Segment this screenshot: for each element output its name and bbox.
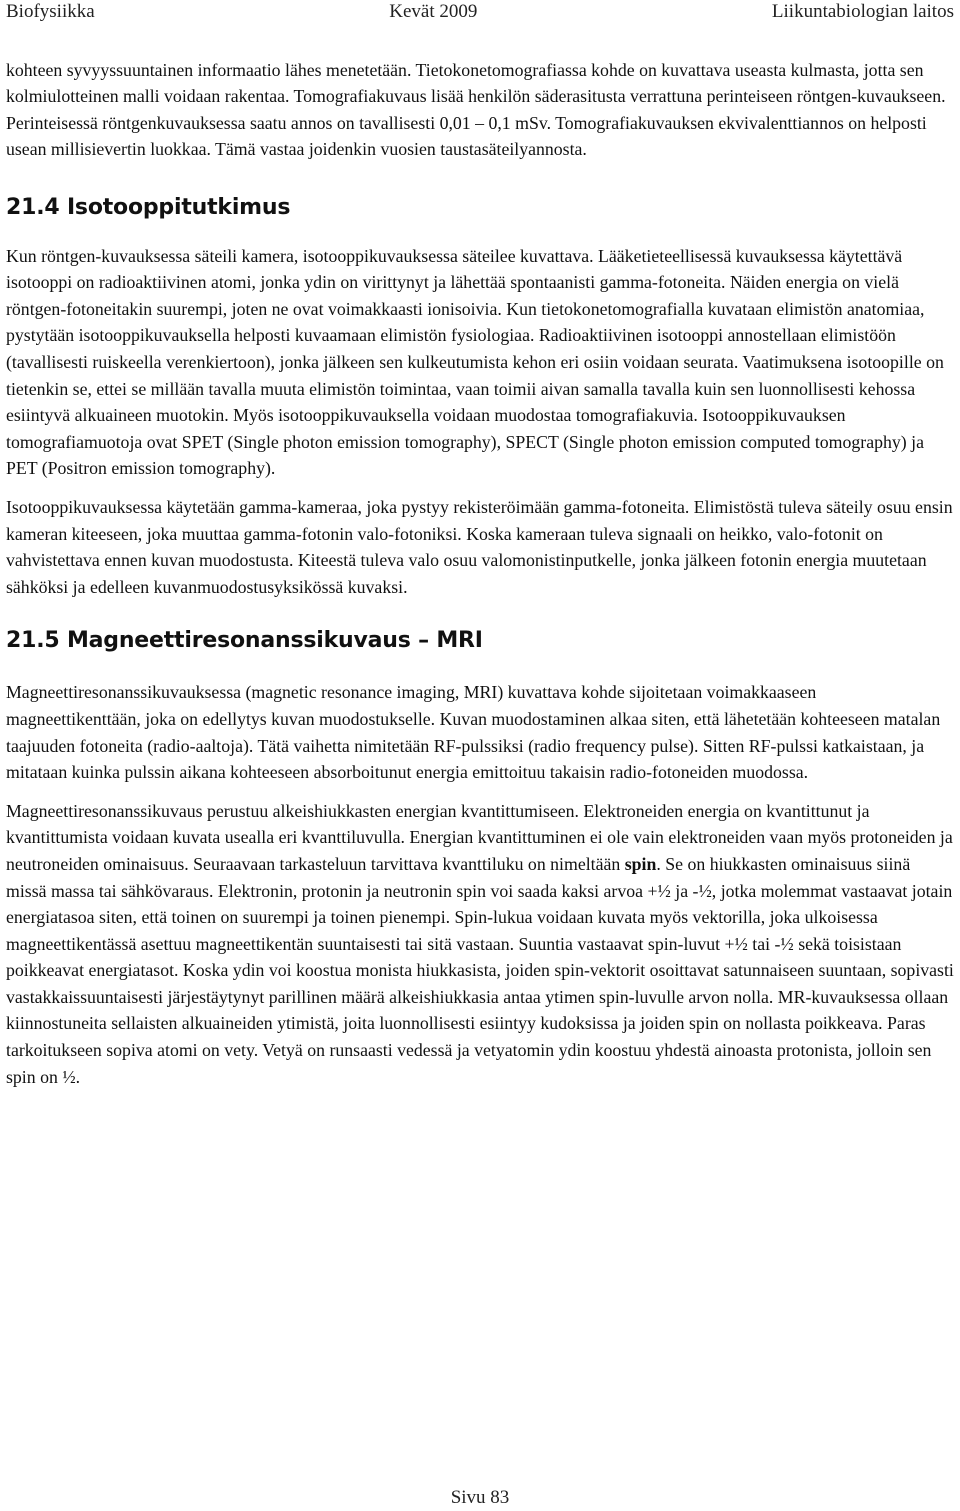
isotope-section <box>6 193 954 601</box>
intro-paragraph: kohteen syvyyssuuntainen informaatio lähes menetetään. Tietokonetomografiassa kohde on kuvattava useasta kulmasta, jotta sen kolmiulotteinen malli voidaan rakentaa. Tomografiakuvaus lisää henkilön säderasitusta verrattuna perinteiseen röntgen-kuvaukseen. Perinteisessä röntgenkuvauksessa saatu annos on tavallisesti 0,01 – 0,1 mSv. Tomografiakuvauksen ekvivalenttiannos on helposti usean millisievertin luokkaa. Tämä vastaa joidenkin vuosien taustasäteilyannosta. <box>6 60 946 160</box>
page-header <box>6 0 954 24</box>
mri-paragraph-2 <box>6 798 954 1091</box>
spin-term: spin <box>624 853 657 874</box>
mri-paragraph-2-end: . Se on hiukkasten ominaisuus siinä missä massa tai sähkövaraus. Elektronin, protonin ja neutronin spin voi saada kaksi arvoa +½ ja -½, jotka molemmat vastaavat jotain energiatasoa siten, että toinen on suurempi ja toinen pienempi. Spin-lukua voidaan kuvata myös vektorilla, joka ulkoisessa magneettikentässä asettuu magneettikentän suuntaisesti tai sitä vastaan. Suuntia vastaavat spin-luvut +½ tai -½ sekä toisistaan poikkeavat energiatasot. Koska ydin voi koostua monista hiukkasista, joiden spin-vektorit osoittavat satunnaiseen suuntaan, sopivasti vastakkaissuuntaisesti järjestäytynyt parillinen määrä alkeishiukkasia antaa ytimen spin-luvulle arvon nolla. MR-kuvauksessa ollaan kiinnostuneita sellaisten alkuaineiden ytimistä, joita luonnollisesti esiintyy kudoksissa ja joiden spin on nollasta poikkeava. Paras tarkoitukseen sopiva atomi on vety. Vetyä on runsaasti vedessä ja vetyatomin ydin koostuu yhdestä ainoasta protonista, jolloin sen spin on ½. <box>6 853 954 1087</box>
page-content <box>6 57 954 1090</box>
header-semester: Kevät 2009 <box>389 1 478 22</box>
page-number: Sivu 83 <box>450 1487 510 1508</box>
header-course-name: Biofysiikka <box>6 1 95 22</box>
section-heading-isotope: 21.4 Isotooppitutkimus <box>6 194 291 220</box>
mri-section <box>6 626 954 1090</box>
isotope-paragraph-1: Kun röntgen-kuvauksessa säteili kamera, isotooppikuvauksessa säteilee kuvattava. Lääketieteellisessä kuvauksessa käytettävä isotooppi on radioaktiivinen atomi, jonka ydin on virittynyt ja lähettää spontaanisti gamma-fotoneita. Näiden energia on vielä röntgen-fotoneitakin suurempi, joten ne ovat voimakkaasti ionisoivia. Kun tietokonetomografialla kuvataan elimistön anatomiaa, pystytään isotooppikuvauksella helposti kuvaamaan elimistön fysiologiaa. Radioaktiivinen isotooppi annostellaan elimistöön (tavallisesti ruiskeella verenkiertoon), jonka jälkeen sen kulkeutumista kehon eri osiin voidaan seurata. Vaatimuksena isotoopille on tietenkin se, ettei se millään tavalla muuta elimistön toimintaa, vaan toimii aivan samalla tavalla kuin sen luonnollisesti kehossa esiintyvä alkuaineen muotokin. Myös isotooppikuvauksella voidaan muodostaa tomografiakuvia. Isotooppikuvauksen tomografiamuotoja ovat SPET (Single photon emission tomography), SPECT (Single photon emission computed tomography) ja PET (Positron emission tomography). <box>6 245 944 479</box>
intro-section <box>6 57 954 163</box>
mri-paragraph-1: Magneettiresonanssikuvauksessa (magnetic resonance imaging, MRI) kuvattava kohde sijoitetaan voimakkaaseen magneettikenttään, joka on edellytys kuvan muodostukselle. Kuvan muodostaminen alkaa siten, että lähetetään kohteeseen matalan taajuuden fotoneita (radio-aaltoja). Tätä vaihetta nimitetään RF-pulssiksi (radio frequency pulse). Sitten RF-pulssi katkaistaan, ja mitataan kuinka pulssin aikana kohteeseen absorboitunut energia emittoituu takaisin radio-fotoneiden muodossa. <box>6 682 941 783</box>
mri-paragraph-2-start: Magneettiresonanssikuvaus perustuu alkeishiukkasten energian kvantittumiseen. Elektroneiden energia on kvantittunut ja kvantittumista voidaan kuvata usealla eri kvanttiluvulla. Energian kvantittuminen ei ole vain elektroneiden vaan myös protoneiden ja neutroneiden ominaisuus. Seuraavaan tarkasteluun tarvittava kvanttiluku on nimeltään <box>6 800 953 874</box>
isotope-paragraph-2: Isotooppikuvauksessa käytetään gamma-kameraa, joka pystyy rekisteröimään gamma-fotoneita. Elimistöstä tuleva säteily osuu ensin kameran kiteeseen, joka muuttaa gamma-fotonin valo-fotoniksi. Koska kameraan tuleva signaali on heikko, valo-fotonit on vahvistettava ennen kuvan muodostusta. Kiteestä tuleva valo osuu valomonistinputkelle, jonka jälkeen fotonin energia muutetaan sähköksi ja edelleen kuvanmuodostusyksikössä kuvaksi. <box>6 496 953 597</box>
section-heading-mri: 21.5 Magneettiresonanssikuvaus – MRI <box>6 628 483 654</box>
header-department: Liikuntabiologian laitos <box>771 1 954 22</box>
page-footer <box>0 1486 960 1510</box>
